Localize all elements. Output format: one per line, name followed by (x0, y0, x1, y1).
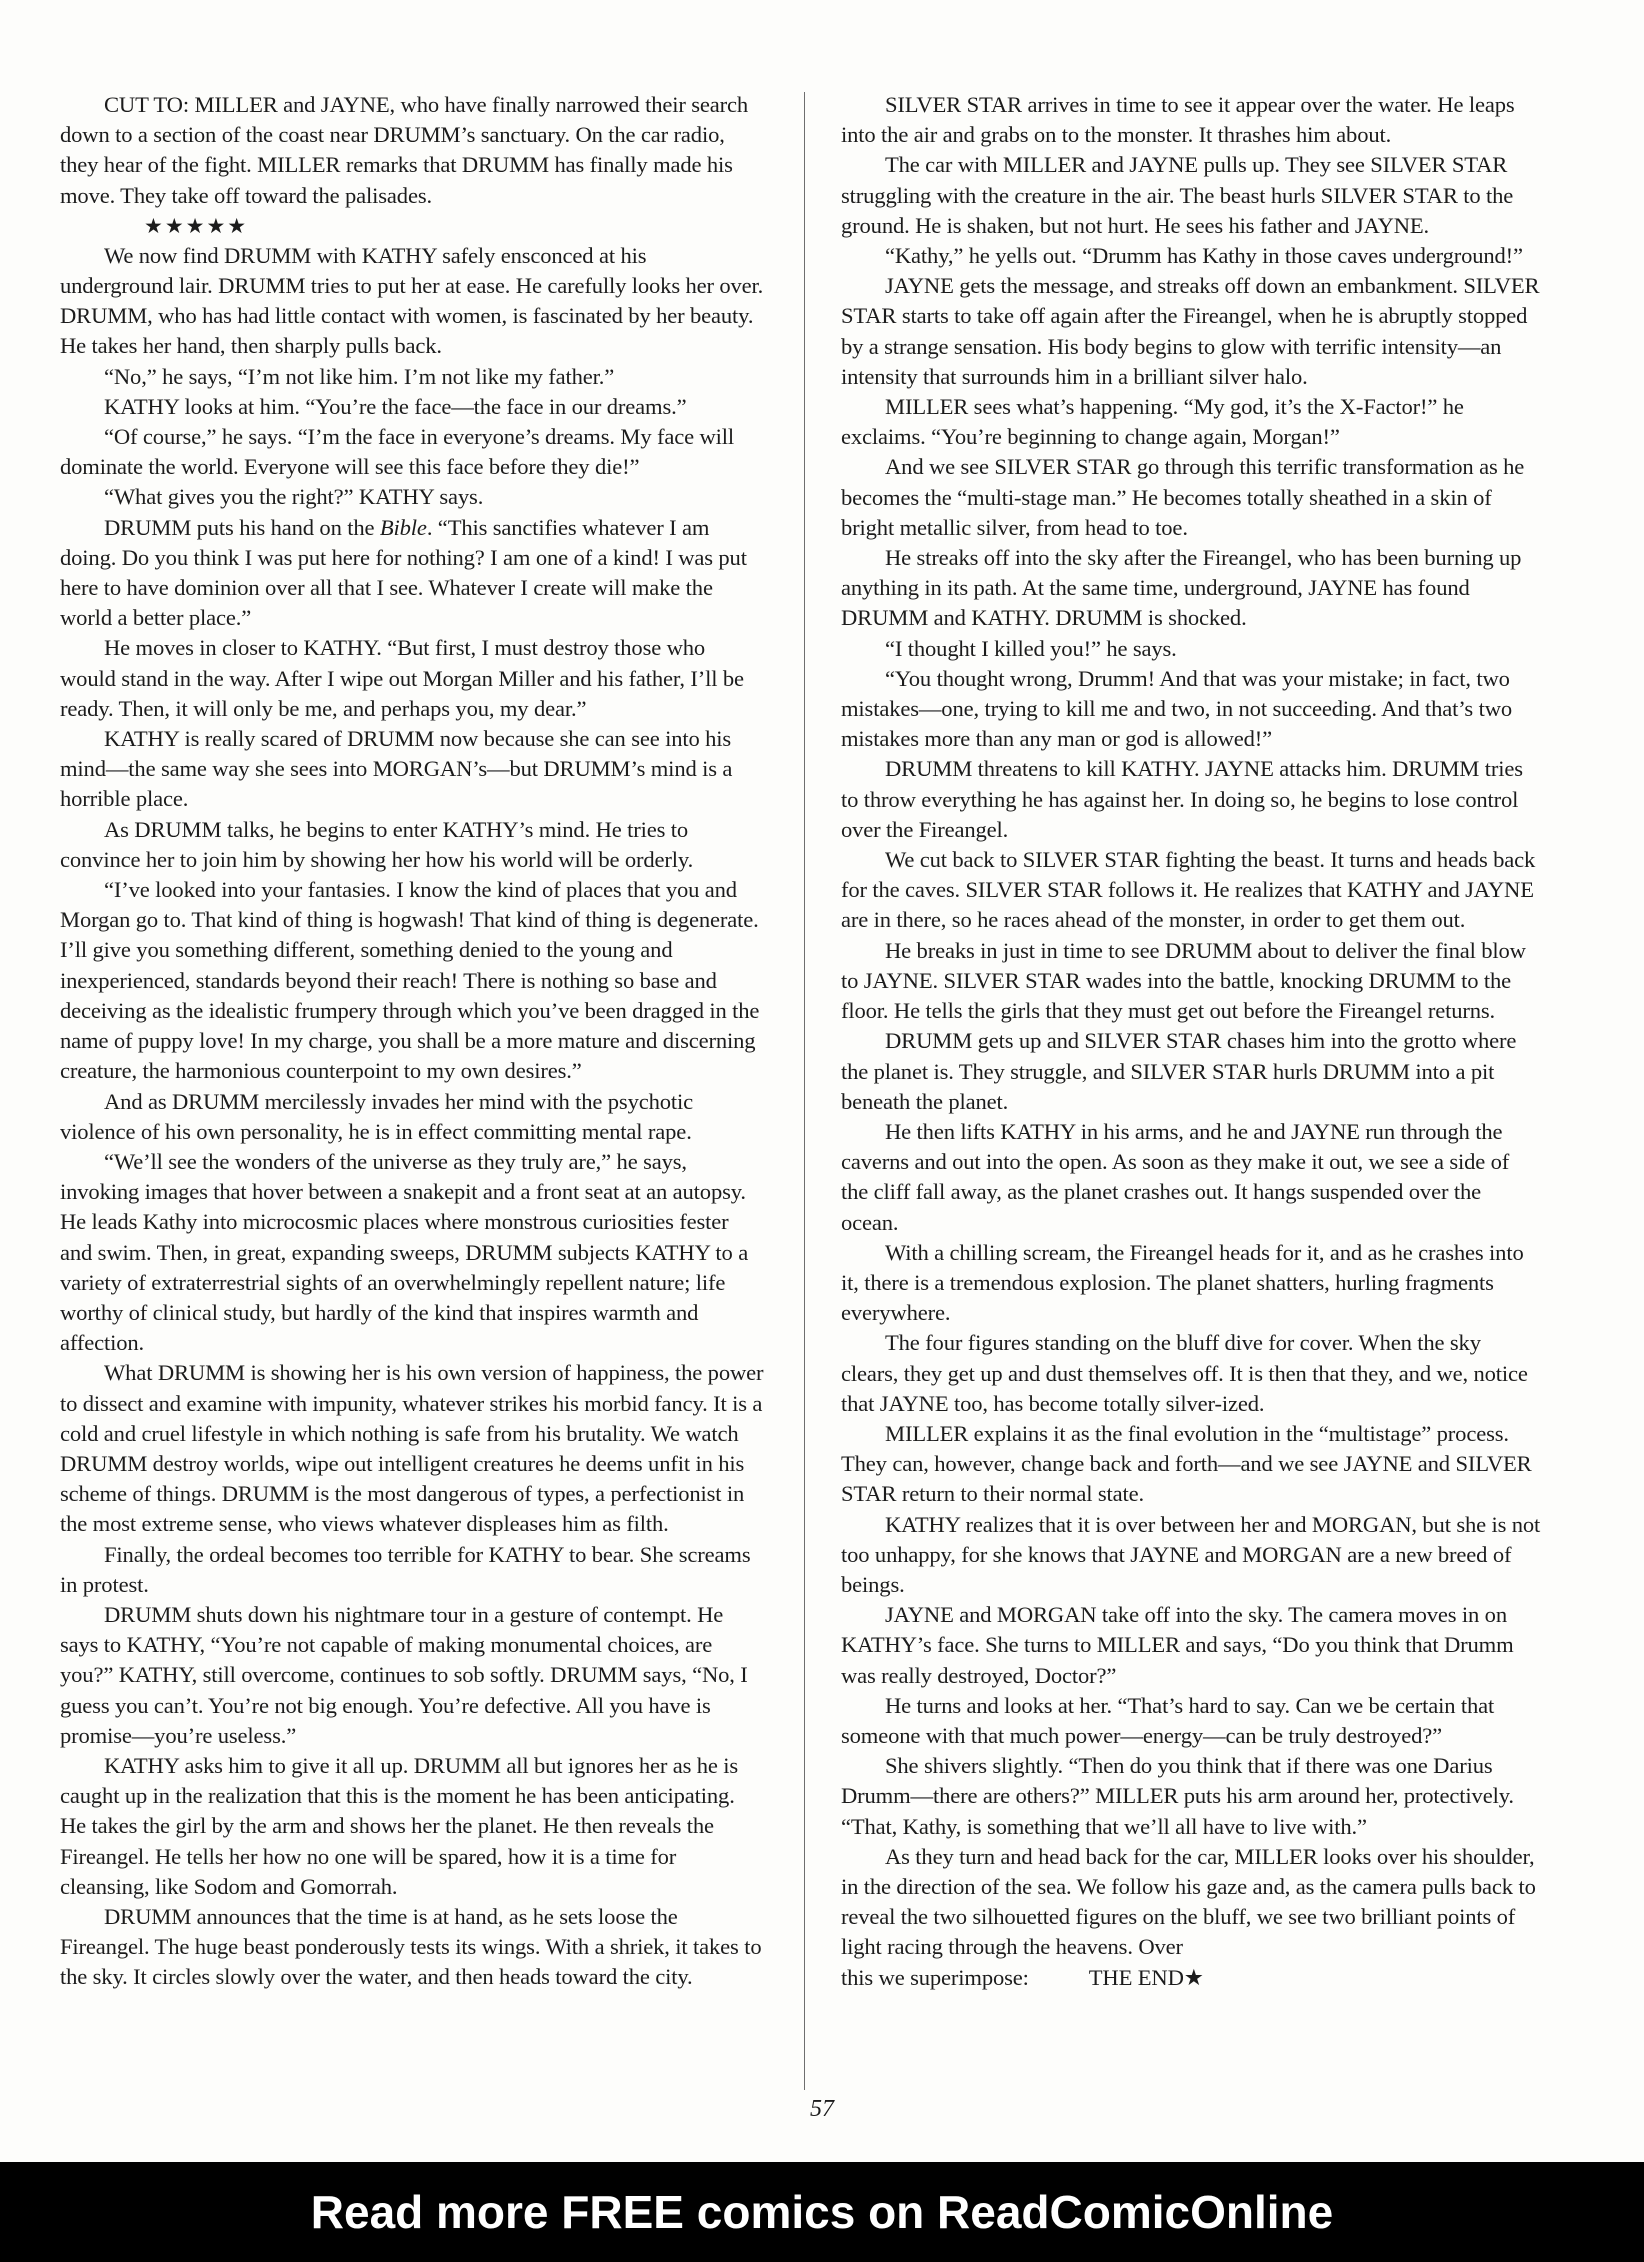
paragraph: CUT TO: MILLER and JAYNE, who have finally narrowed their search down to a section of the coast near DRUMM’s sanctuary. On the car radio, they hear of the fight. MILLER remarks that DRUMM has finally made his move. They take off toward the palisades. (60, 92, 749, 208)
paragraph: “Of course,” he says. “I’m the face in everyone’s dreams. My face will dominate the world. Everyone will see this face before they die!” (60, 424, 735, 480)
paragraph: And we see SILVER STAR go through this terrific transformation as he becomes the “multi-stage man.” He becomes totally sheathed in a skin of bright metallic silver, from head to toe. (841, 454, 1525, 540)
paragraph: KATHY looks at him. “You’re the face—the face in our dreams.” (104, 393, 687, 419)
paragraph: As DRUMM talks, he begins to enter KATHY’s mind. He tries to convince her to join him by showing her how his world will be orderly. (60, 816, 694, 872)
paragraph: Finally, the ordeal becomes too terrible for KATHY to bear. She screams in protest. (60, 1541, 751, 1597)
column-divider (804, 92, 805, 2090)
bible-italic: Bible (379, 514, 427, 540)
promo-banner-link[interactable]: Read more FREE comics on ReadComicOnline (0, 2162, 1644, 2262)
left-column (60, 90, 765, 1993)
paragraph: He streaks off into the sky after the Fireangel, who has been burning up anything in its path. At the same time, underground, JAYNE has found DRUMM and KATHY. DRUMM is shocked. (841, 545, 1522, 631)
paragraph: DRUMM announces that the time is at hand, as he sets loose the Fireangel. The huge beast ponderously tests its wings. With a shriek, it takes to the sky. It circles slowly over the water, and then heads toward the city. (60, 1903, 762, 1990)
paragraph: “Kathy,” he yells out. “Drumm has Kathy in those caves underground!” (885, 243, 1523, 269)
paragraph: KATHY realizes that it is over between her and MORGAN, but she is not too unhappy, for she knows that JAYNE and MORGAN are a new breed of beings. (841, 1511, 1541, 1597)
paragraph: “What gives you the right?” KATHY says. (104, 484, 484, 510)
paragraph-text: DRUMM puts his hand on the (104, 514, 380, 540)
paragraph: She shivers slightly. “Then do you think that if there was one Darius Drumm—there are others?” MILLER puts his arm around her, protectively. “That, Kathy, is something that we’ll all have to live with.” (841, 1753, 1514, 1839)
paragraph: With a chilling scream, the Fireangel heads for it, and as he crashes into it, there is a tremendous explosion. The planet shatters, hurling fragments everywhere. (841, 1239, 1524, 1326)
paragraph: MILLER sees what’s happening. “My god, it’s the X-Factor!” he exclaims. “You’re beginning to change again, Morgan!” (841, 394, 1464, 450)
paragraph: MILLER explains it as the final evolution in the “multistage” process. They can, however, change back and forth—and we see JAYNE and SILVER STAR return to their normal state. (841, 1420, 1532, 1507)
paragraph: DRUMM threatens to kill KATHY. JAYNE attacks him. DRUMM tries to throw everything he has against her. In doing so, he begins to lose control over the Fireangel. (841, 756, 1523, 842)
paragraph: As they turn and head back for the car, MILLER looks over his shoulder, in the direction of the sea. We follow his gaze and, as the camera pulls back to reveal the two silhouetted figures on the bluff, we see two brilliant points of light racing through the heavens. Over (841, 1843, 1536, 1960)
paragraph: What DRUMM is showing her is his own version of happiness, the power to dissect and examine with impunity, whatever strikes his morbid fancy. It is a cold and cruel lifestyle in which nothing is safe from his brutality. We watch DRUMM destroy worlds, wipe out intelligent creatures he deems unfit in his scheme of things. DRUMM is the most dangerous of types, a perfectionist in the most extreme sense, who views whatever displeases him as filth. (60, 1360, 764, 1537)
paragraph: He moves in closer to KATHY. “But first, I must destroy those who would stand in the way. After I wipe out Morgan Miller and his father, I’ll be ready. Then, it will only be me, and perhaps you, my dear.” (60, 635, 744, 721)
paragraph: JAYNE and MORGAN take off into the sky. The camera moves in on KATHY’s face. She turns to MILLER and says, “Do you think that Drumm was really destroyed, Doctor?” (841, 1602, 1514, 1688)
paragraph: DRUMM shuts down his nightmare tour in a gesture of contempt. He says to KATHY, “You’re not capable of making monumental choices, are you?” KATHY, still overcome, continues to sob softly. DRUMM says, “No, I guess you can’t. You’re not big enough. You’re defective. All you have is promise—you’re useless.” (60, 1601, 748, 1748)
final-line-text: this we superimpose: (841, 1964, 1029, 1990)
paragraph: “We’ll see the wonders of the universe as they truly are,” he says, invoking images that hover between a snakepit and a front seat at an autopsy. He leads Kathy into microcosmic places where monstrous curiosities fester and swim. Then, in great, expanding sweeps, DRUMM subjects KATHY to a variety of extraterrestrial sights of an overwhelmingly repellent nature; life worthy of clinical study, but hardly of the kind that inspires warmth and affection. (60, 1148, 749, 1356)
paragraph: JAYNE gets the message, and streaks off down an embankment. SILVER STAR starts to take off again after the Fireangel, when he is abruptly stopped by a strange sensation. His body begins to glow with terrific intensity—an intensity that surrounds him in a brilliant silver halo. (841, 273, 1540, 389)
paragraph: KATHY asks him to give it all up. DRUMM all but ignores her as he is caught up in the realization that this is the moment he has been anticipating. He takes the girl by the arm and shows her the planet. He then reveals the Fireangel. He tells her how no one will be spared, how it is a time for cleansing, like Sodom and Gomorrah. (60, 1752, 739, 1899)
paragraph: SILVER STAR arrives in time to see it appear over the water. He leaps into the air and grabs on to the monster. It thrashes him about. (841, 92, 1515, 148)
paragraph: “I thought I killed you!” he says. (885, 635, 1177, 661)
paragraph: The four figures standing on the bluff dive for cover. When the sky clears, they get up and dust themselves off. It is then that they, and we, notice that JAYNE too, has become totally silver-ized. (841, 1330, 1528, 1416)
paragraph: DRUMM gets up and SILVER STAR chases him into the grotto where the planet is. They struggle, and SILVER STAR hurls DRUMM into a pit beneath the planet. (841, 1028, 1517, 1114)
the-end: THE END★ (1088, 1964, 1204, 1990)
paragraph: He breaks in just in time to see DRUMM about to deliver the final blow to JAYNE. SILVER STAR wades into the battle, knocking DRUMM to the floor. He tells the girls that they must get out before the Fireangel returns. (841, 937, 1526, 1024)
right-column (841, 90, 1541, 1993)
paragraph: We cut back to SILVER STAR fighting the beast. It turns and heads back for the caves. SILVER STAR follows it. He realizes that KATHY and JAYNE are in there, so he races ahead of the monster, in order to get them out. (841, 847, 1536, 933)
paragraph: “I’ve looked into your fantasies. I know the kind of places that you and Morgan go to. That kind of thing is hogwash! That kind of thing is degenerate. I’ll give you something different, something denied to the young and inexperienced, standards beyond their reach! There is nothing so base and deceiving as the idealistic frumpery through which you’ve been dragged in the name of puppy love! In my charge, you shall be a more mature and discerning creature, the harmonious counterpoint to my own desires.” (60, 877, 760, 1084)
section-break-stars: ★★★★★ (144, 213, 249, 238)
paragraph: He then lifts KATHY in his arms, and he and JAYNE run through the caverns and out into the open. As soon as they make it out, we see a side of the cliff fall away, as the planet crashes out. It hangs suspended over the ocean. (841, 1118, 1510, 1235)
paragraph: We now find DRUMM with KATHY safely ensconced at his underground lair. DRUMM tries to put her at ease. He carefully looks her over. DRUMM, who has had little contact with women, is fascinated by her beauty. He takes her hand, then sharply pulls back. (60, 242, 764, 359)
final-line (841, 1963, 1541, 1993)
paragraph: KATHY is really scared of DRUMM now because she can see into his mind—the same way she sees into MORGAN’s—but DRUMM’s mind is a horrible place. (60, 726, 733, 812)
paragraph (60, 513, 765, 634)
paragraph: “No,” he says, “I’m not like him. I’m not like my father.” (104, 363, 615, 389)
paragraph-text: . “This sanctifies whatever I am doing. Do you think I was put here for nothing? I am one of a kind! I was put here to have dominion over all that I see. Whatever I create will make the world a better place.” (60, 514, 747, 631)
paragraph: And as DRUMM mercilessly invades her mind with the psychotic violence of his own personality, he is in effect committing mental rape. (60, 1088, 694, 1144)
paragraph: The car with MILLER and JAYNE pulls up. They see SILVER STAR struggling with the creature in the air. The beast hurls SILVER STAR to the ground. He is shaken, but not hurt. He sees his father and JAYNE. (841, 152, 1514, 238)
paragraph: “You thought wrong, Drumm! And that was your mistake; in fact, two mistakes—one, trying to kill me and two, in not succeeding. And that’s two mistakes more than any man or god is allowed!” (841, 665, 1513, 752)
page-number: 57 (810, 2096, 834, 2122)
paragraph: He turns and looks at her. “That’s hard to say. Can we be certain that someone with that much power—energy—can be truly destroyed?” (841, 1692, 1495, 1748)
